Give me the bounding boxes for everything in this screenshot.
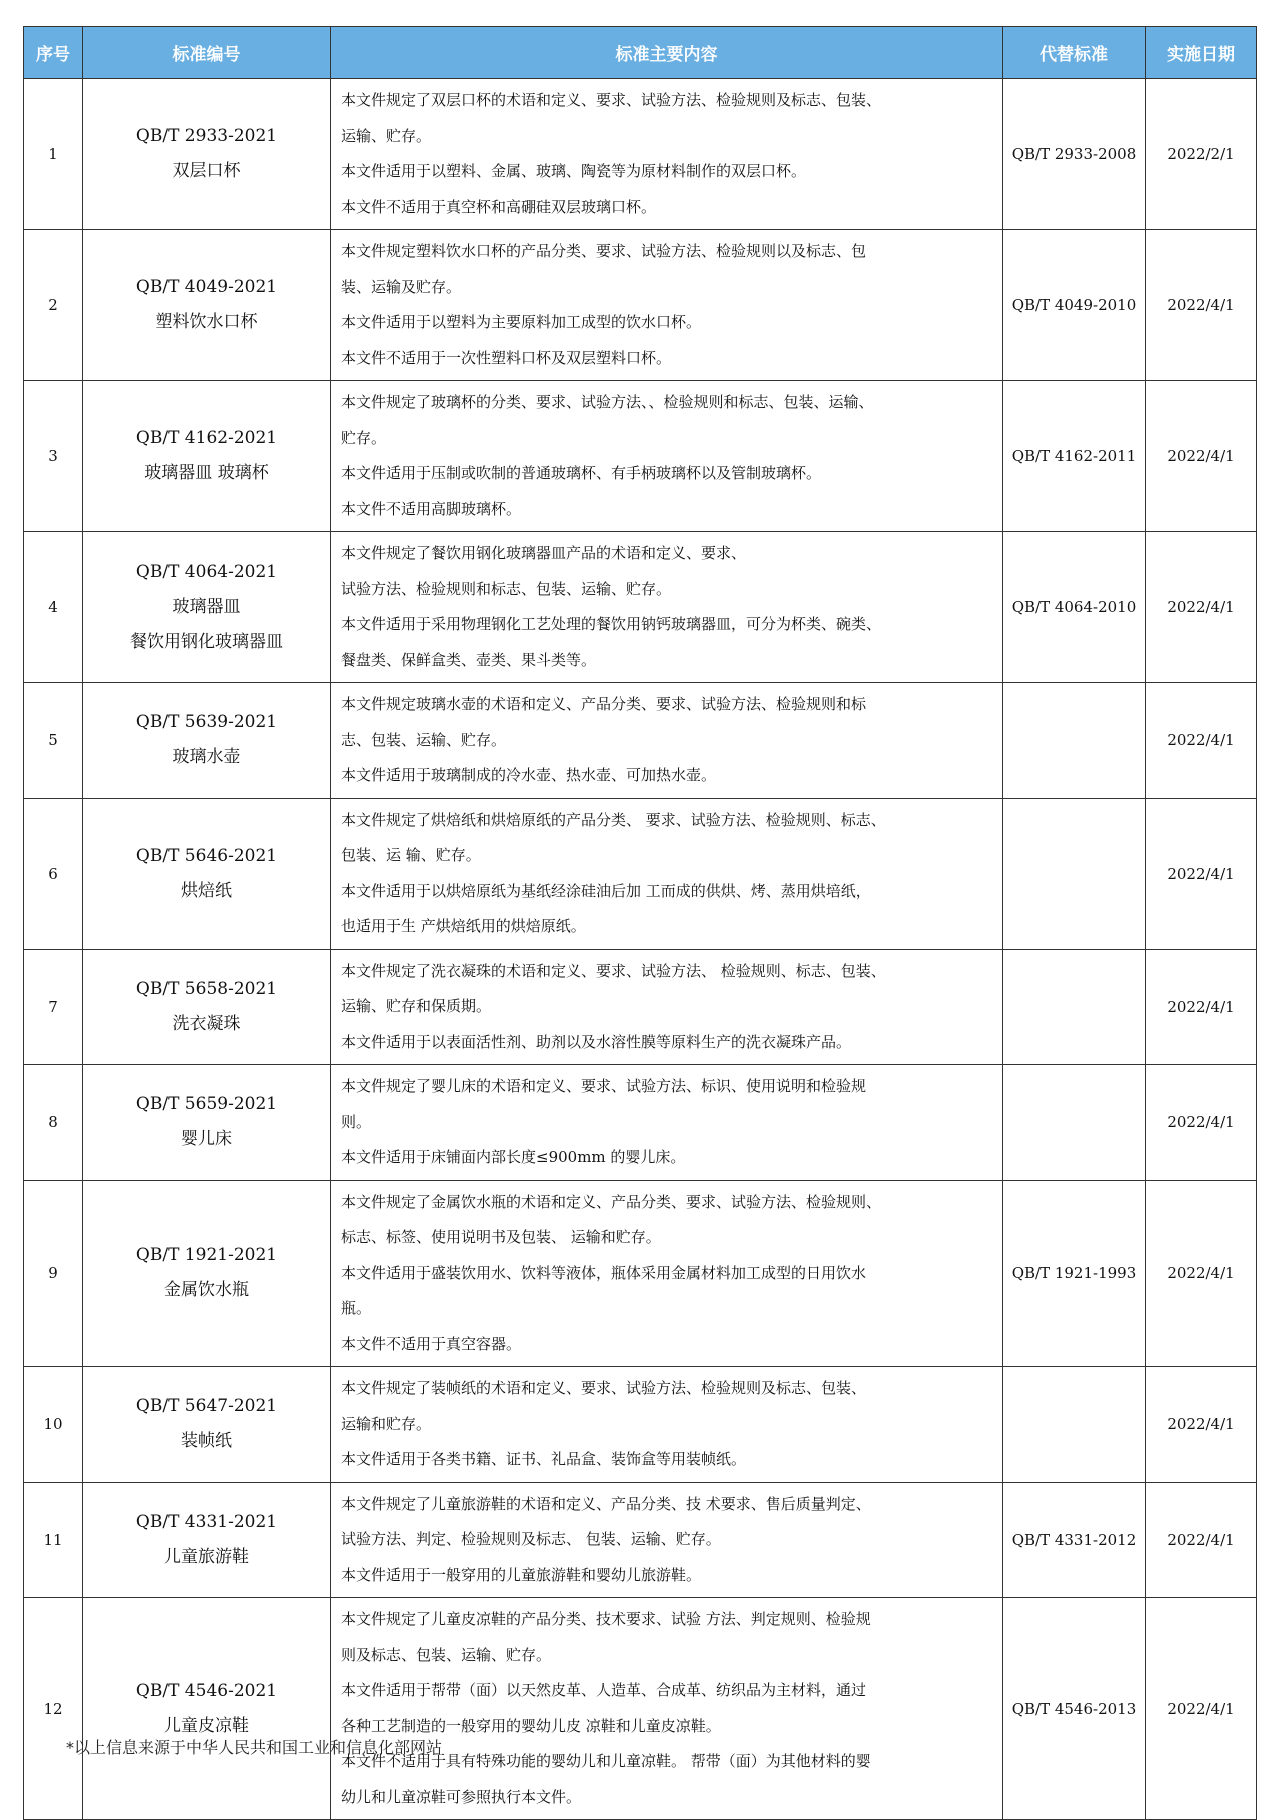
replaces-standard: QB/T 4049-2010	[1003, 230, 1146, 381]
content-line: 本文件适用于各类书籍、证书、礼品盒、装饰盒等用装帧纸。	[341, 1450, 747, 1468]
content-line: 本文件适用于帮带（面）以天然皮革、人造革、合成革、纺织品为主材料，通过	[341, 1681, 867, 1699]
effective-date: 2022/4/1	[1146, 1367, 1257, 1483]
standard-name: 餐饮用钢化玻璃器皿	[130, 631, 283, 652]
content-line: 则及标志、包装、运输、贮存。	[341, 1645, 552, 1664]
content-line: 本文件适用于以塑料为主要原料加工成型的饮水口杯。	[341, 313, 702, 331]
replaces-standard	[1003, 949, 1146, 1065]
table-row	[24, 79, 1257, 230]
standard-name: 玻璃水壶	[172, 747, 241, 768]
content-line: 本文件适用于以塑料、金属、玻璃、陶瓷等为原材料制作的双层口杯。	[341, 162, 807, 180]
replaces-standard: QB/T 4064-2010	[1003, 532, 1146, 683]
content-line: 本文件规定玻璃水壶的术语和定义、产品分类、要求、试验方法、检验规则和标	[341, 695, 867, 713]
standard-content-cell	[331, 1180, 1003, 1367]
table-row	[24, 683, 1257, 799]
standard-code-cell	[83, 1367, 331, 1483]
standard-name: 塑料饮水口杯	[155, 312, 258, 332]
effective-date: 2022/4/1	[1146, 1180, 1257, 1367]
row-index: 9	[24, 1180, 83, 1367]
standard-code-cell	[83, 798, 331, 949]
content-line: 本文件不适用于具有特殊功能的婴幼儿和儿童凉鞋。 帮带（面）为其他材料的婴	[341, 1752, 871, 1770]
header-code: 标准编号	[83, 27, 331, 79]
standard-content-cell	[331, 1482, 1003, 1598]
content-line: 试验方法、判定、检验规则及标志、 包装、运输、贮存。	[341, 1530, 721, 1548]
effective-date: 2022/4/1	[1146, 532, 1257, 683]
replaces-standard: QB/T 1921-1993	[1003, 1180, 1146, 1367]
header-index: 序号	[24, 27, 83, 79]
content-line: 幼儿和儿童凉鞋可参照执行本文件。	[341, 1787, 582, 1806]
effective-date: 2022/4/1	[1146, 949, 1257, 1065]
replaces-standard	[1003, 798, 1146, 949]
standard-name: 烘焙纸	[181, 880, 232, 901]
row-index: 6	[24, 798, 83, 949]
standard-code: QB/T 5646-2021	[135, 845, 278, 866]
content-line: 本文件不适用于真空杯和高硼硅双层玻璃口杯。	[341, 197, 657, 216]
content-line: 则。	[341, 1112, 372, 1131]
standard-name: 儿童旅游鞋	[164, 1546, 249, 1567]
standard-content-cell	[331, 1598, 1003, 1820]
content-line: 本文件规定了金属饮水瓶的术语和定义、产品分类、要求、试验方法、检验规则、	[341, 1192, 882, 1211]
table-row	[24, 1065, 1257, 1181]
table-body	[24, 79, 1257, 1820]
row-index: 8	[24, 1065, 83, 1181]
standard-code: QB/T 4049-2021	[135, 277, 278, 297]
standard-content-cell	[331, 1065, 1003, 1181]
replaces-standard	[1003, 683, 1146, 799]
replaces-standard	[1003, 1065, 1146, 1181]
header-content: 标准主要内容	[331, 27, 1003, 79]
table-row	[24, 798, 1257, 949]
standard-content-cell	[331, 532, 1003, 683]
content-line: 本文件规定了烘焙纸和烘焙原纸的产品分类、 要求、试验方法、检验规则、标志、	[341, 810, 886, 829]
standard-content-cell	[331, 949, 1003, 1065]
standard-name: 金属饮水瓶	[164, 1280, 249, 1301]
standards-table	[23, 26, 1257, 1820]
standard-name: 玻璃器皿	[172, 596, 241, 617]
effective-date: 2022/4/1	[1146, 798, 1257, 949]
standard-code: QB/T 5659-2021	[135, 1094, 278, 1115]
content-line: 本文件规定了装帧纸的术语和定义、要求、试验方法、检验规则及标志、包装、	[341, 1379, 867, 1397]
content-line: 各种工艺制造的一般穿用的婴幼儿皮 凉鞋和儿童皮凉鞋。	[341, 1716, 721, 1735]
content-line: 本文件适用于以表面活性剂、助剂以及水溶性膜等原料生产的洗衣凝珠产品。	[341, 1032, 852, 1051]
standard-code-cell	[83, 381, 331, 532]
standard-code-cell	[83, 230, 331, 381]
standard-name: 装帧纸	[181, 1431, 232, 1452]
content-line: 本文件规定塑料饮水口杯的产品分类、要求、试验方法、检验规则以及标志、包	[341, 242, 867, 260]
content-line: 本文件适用于一般穿用的儿童旅游鞋和婴幼儿旅游鞋。	[341, 1565, 702, 1584]
content-line: 试验方法、检验规则和标志、包装、运输、贮存。	[341, 579, 672, 598]
standard-code: QB/T 2933-2021	[135, 126, 278, 146]
effective-date: 2022/4/1	[1146, 683, 1257, 799]
content-line: 本文件规定了婴儿床的术语和定义、要求、试验方法、标识、使用说明和检验规	[341, 1077, 867, 1095]
standard-content-cell	[331, 230, 1003, 381]
standard-name: 婴儿床	[181, 1129, 232, 1150]
replaces-standard: QB/T 4546-2013	[1003, 1598, 1146, 1820]
standard-name: 双层口杯	[172, 161, 241, 181]
content-line: 本文件不适用于真空容器。	[341, 1334, 522, 1353]
effective-date: 2022/4/1	[1146, 1482, 1257, 1598]
replaces-standard: QB/T 2933-2008	[1003, 79, 1146, 230]
standard-code-cell	[83, 949, 331, 1065]
row-index: 11	[24, 1482, 83, 1598]
content-line: 志、包装、运输、贮存。	[341, 730, 507, 749]
content-line: 包装、运 输、贮存。	[341, 846, 481, 864]
standard-name: 玻璃器皿 玻璃杯	[144, 463, 269, 483]
row-index: 12	[24, 1598, 83, 1820]
content-line: 本文件规定了玻璃杯的分类、要求、试验方法、、检验规则和标志、包装、运输、	[341, 393, 874, 411]
row-index: 10	[24, 1367, 83, 1483]
standard-code-cell	[83, 1482, 331, 1598]
content-line: 本文件适用于采用物理钢化工艺处理的餐饮用钠钙玻璃器皿，可分为杯类、碗类、	[341, 615, 882, 633]
row-index: 3	[24, 381, 83, 532]
standard-code-cell	[83, 532, 331, 683]
content-line: 本文件适用于压制或吹制的普通玻璃杯、有手柄玻璃杯以及管制玻璃杯。	[341, 464, 822, 482]
standard-content-cell	[331, 683, 1003, 799]
row-index: 7	[24, 949, 83, 1065]
standard-content-cell	[331, 79, 1003, 230]
standard-code-cell	[83, 1065, 331, 1181]
content-line: 贮存。	[341, 428, 387, 447]
standard-code: QB/T 1921-2021	[135, 1245, 278, 1266]
row-index: 5	[24, 683, 83, 799]
content-line: 瓶。	[341, 1299, 372, 1317]
standard-content-cell	[331, 1367, 1003, 1483]
content-line: 餐盘类、保鲜盒类、壶类、果斗类等。	[341, 650, 597, 669]
table-row	[24, 1482, 1257, 1598]
standard-code: QB/T 4546-2021	[135, 1680, 278, 1701]
row-index: 4	[24, 532, 83, 683]
table-row	[24, 949, 1257, 1065]
table-row	[24, 381, 1257, 532]
standards-table-container	[23, 26, 1256, 1820]
standard-content-cell	[331, 798, 1003, 949]
content-line: 本文件适用于以烘焙原纸为基纸经涂硅油后加 工而成的供烘、烤、蒸用烘培纸，	[341, 881, 871, 900]
standard-code: QB/T 5647-2021	[135, 1396, 278, 1417]
effective-date: 2022/4/1	[1146, 1598, 1257, 1820]
table-row	[24, 1598, 1257, 1820]
content-line: 本文件不适用于一次性塑料口杯及双层塑料口杯。	[341, 348, 672, 367]
content-line: 标志、标签、使用说明书及包装、 运输和贮存。	[341, 1228, 661, 1246]
table-row	[24, 532, 1257, 683]
standard-code-cell	[83, 1598, 331, 1820]
content-line: 也适用于生 产烘焙纸用的烘焙原纸。	[341, 917, 586, 935]
replaces-standard	[1003, 1367, 1146, 1483]
content-line: 本文件适用于床铺面内部长度≤900mm 的婴儿床。	[341, 1148, 686, 1166]
row-index: 1	[24, 79, 83, 230]
standard-code: QB/T 4162-2021	[135, 428, 278, 448]
effective-date: 2022/2/1	[1146, 79, 1257, 230]
content-line: 本文件适用于盛装饮用水、饮料等液体，瓶体采用金属材料加工成型的日用饮水	[341, 1263, 867, 1282]
header-replaces: 代替标准	[1003, 27, 1146, 79]
standard-code-cell	[83, 683, 331, 799]
content-line: 运输、贮存。	[341, 126, 432, 145]
standard-content-cell	[331, 381, 1003, 532]
standard-code-cell	[83, 79, 331, 230]
content-line: 运输和贮存。	[341, 1414, 432, 1433]
row-index: 2	[24, 230, 83, 381]
content-line: 本文件规定了双层口杯的术语和定义、要求、试验方法、检验规则及标志、包装、	[341, 91, 882, 109]
standard-code-cell	[83, 1180, 331, 1367]
content-line: 本文件规定了儿童旅游鞋的术语和定义、产品分类、技 术要求、售后质量判定、	[341, 1494, 871, 1513]
standard-name: 儿童皮凉鞋	[164, 1715, 249, 1736]
table-row	[24, 1180, 1257, 1367]
table-header-row	[24, 27, 1257, 79]
content-line: 本文件规定了餐饮用钢化玻璃器皿产品的术语和定义、要求、	[341, 544, 747, 562]
replaces-standard: QB/T 4331-2012	[1003, 1482, 1146, 1598]
standard-code: QB/T 4331-2021	[135, 1511, 278, 1532]
standard-code: QB/T 4064-2021	[135, 561, 278, 582]
replaces-standard: QB/T 4162-2011	[1003, 381, 1146, 532]
footnote: *以上信息来源于中华人民共和国工业和信息化部网站	[66, 1738, 443, 1757]
effective-date: 2022/4/1	[1146, 1065, 1257, 1181]
standard-name: 洗衣凝珠	[172, 1013, 241, 1034]
table-row	[24, 1367, 1257, 1483]
content-line: 本文件适用于玻璃制成的冷水壶、热水壶、可加热水壶。	[341, 766, 717, 784]
content-line: 本文件不适用高脚玻璃杯。	[341, 499, 522, 518]
content-line: 本文件规定了儿童皮凉鞋的产品分类、技术要求、试验 方法、判定规则、检验规	[341, 1610, 871, 1628]
content-line: 运输、贮存和保质期。	[341, 997, 492, 1015]
standard-code: QB/T 5639-2021	[135, 712, 278, 733]
header-date: 实施日期	[1146, 27, 1257, 79]
content-line: 装、运输及贮存。	[341, 277, 462, 296]
standard-code: QB/T 5658-2021	[135, 978, 278, 999]
content-line: 本文件规定了洗衣凝珠的术语和定义、要求、试验方法、 检验规则、标志、包装、	[341, 961, 886, 980]
table-row	[24, 230, 1257, 381]
effective-date: 2022/4/1	[1146, 381, 1257, 532]
effective-date: 2022/4/1	[1146, 230, 1257, 381]
